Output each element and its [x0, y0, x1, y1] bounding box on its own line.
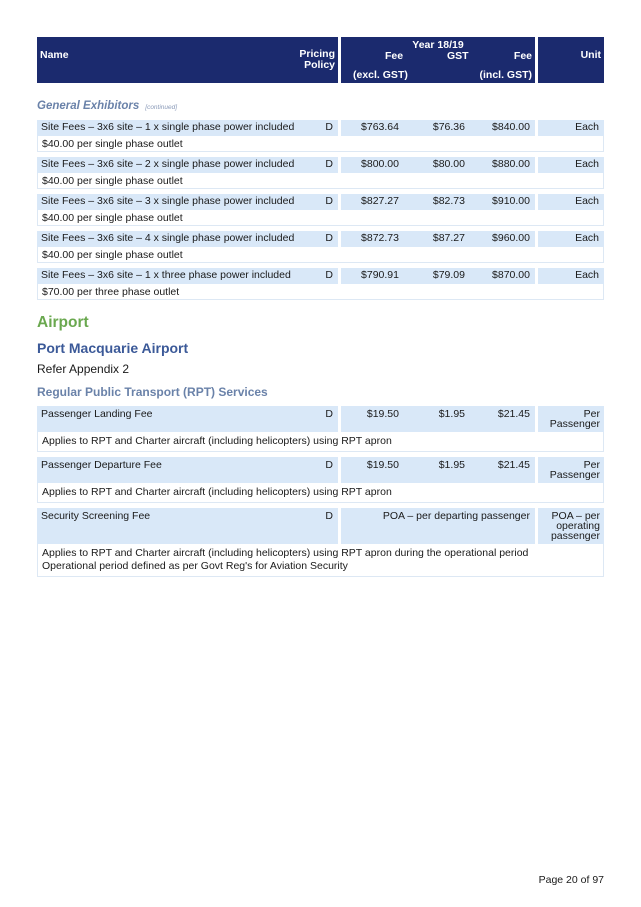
port-macquarie-airport-heading: Port Macquarie Airport	[37, 340, 189, 356]
row-note: $70.00 per three phase outlet	[37, 284, 604, 300]
row-name-cell	[37, 120, 338, 136]
row-name-cell	[37, 508, 338, 544]
row-name-cell	[37, 194, 338, 210]
row-name-cell	[37, 457, 338, 483]
row-fee-incl: $910.00	[492, 195, 530, 207]
header-pricing-policy: Pricing Policy	[299, 48, 335, 71]
row-fee-cell	[341, 231, 535, 247]
row-note	[37, 544, 604, 577]
row-name-cell	[37, 406, 338, 432]
row-fee-cell	[341, 157, 535, 173]
table-row-security-screening	[37, 508, 604, 544]
row-name: Site Fees – 3x6 site – 1 x three phase power included	[41, 269, 291, 281]
row-name: Passenger Landing Fee	[41, 408, 153, 420]
row-gst: $1.95	[438, 408, 465, 420]
row-unit-cell	[538, 157, 604, 173]
header-excl-gst: (excl. GST)	[353, 69, 408, 81]
continued-label: [continued]	[145, 104, 178, 111]
row-unit-cell	[538, 120, 604, 136]
row-note: Applies to RPT and Charter aircraft (including helicopters) using RPT apron	[37, 432, 604, 452]
row-fee: $19.50	[366, 459, 399, 471]
header-gst: GST	[447, 50, 469, 62]
row-fee: $872.73	[361, 232, 399, 244]
row-name: Site Fees – 3x6 site – 3 x single phase power included	[41, 195, 295, 207]
table-row	[37, 157, 604, 173]
row-fee-cell	[341, 457, 535, 483]
row-note: Applies to RPT and Charter aircraft (including helicopters) using RPT apron	[37, 483, 604, 503]
row-fee-incl: $870.00	[492, 269, 530, 281]
row-unit: Each	[575, 232, 599, 244]
header-name-cell	[37, 37, 338, 83]
row-fee-incl: $960.00	[492, 232, 530, 244]
table-row	[37, 194, 604, 210]
row-fee-cell	[341, 120, 535, 136]
row-unit-cell	[538, 406, 604, 432]
page-number: Page 20 of 97	[538, 874, 604, 886]
row-fee: $827.27	[361, 195, 399, 207]
row-fee: $19.50	[366, 408, 399, 420]
section-title-text: General Exhibitors	[37, 100, 140, 112]
note-line-2: Operational period defined as per Govt Reg's for Aviation Security	[42, 560, 348, 572]
row-fee-cell	[341, 508, 535, 544]
row-gst: $80.00	[432, 158, 465, 170]
row-unit: Per Passenger	[549, 459, 600, 481]
row-policy: D	[325, 232, 333, 244]
section-title-general-exhibitors	[37, 100, 604, 112]
row-fee: $790.91	[361, 269, 399, 281]
row-name: Site Fees – 3x6 site – 4 x single phase power included	[41, 232, 295, 244]
rpt-services-heading: Regular Public Transport (RPT) Services	[37, 385, 268, 399]
row-gst: $76.36	[432, 121, 465, 133]
row-policy: D	[325, 269, 333, 281]
table-row	[37, 231, 604, 247]
row-policy: D	[325, 121, 333, 133]
row-fee-incl: $21.45	[497, 459, 530, 471]
row-name-cell	[37, 231, 338, 247]
row-unit-cell	[538, 508, 604, 544]
row-unit: Per Passenger	[549, 408, 600, 430]
table-row-departure-fee	[37, 457, 604, 483]
row-name-cell	[37, 268, 338, 284]
row-name: Site Fees – 3x6 site – 2 x single phase power included	[41, 158, 295, 170]
row-gst: $82.73	[432, 195, 465, 207]
row-unit: Each	[575, 195, 599, 207]
airport-heading: Airport	[37, 314, 89, 331]
header-incl-gst: (incl. GST)	[479, 69, 532, 81]
row-fee: $800.00	[361, 158, 399, 170]
row-fee-cell	[341, 406, 535, 432]
row-gst: $87.27	[432, 232, 465, 244]
row-fee-cell	[341, 194, 535, 210]
row-unit: POA – per operating passenger	[550, 510, 600, 542]
header-fee-incl: Fee	[513, 50, 532, 62]
table-row	[37, 268, 604, 284]
table-header	[37, 37, 604, 83]
table-row	[37, 120, 604, 136]
refer-appendix: Refer Appendix 2	[37, 362, 130, 376]
fee-schedule-page	[37, 37, 604, 582]
header-fee-cell	[341, 37, 535, 83]
row-unit-cell	[538, 268, 604, 284]
row-policy: D	[325, 510, 333, 522]
header-year: Year 18/19	[412, 39, 464, 51]
row-gst: $1.95	[438, 459, 465, 471]
row-fee-incl: $21.45	[497, 408, 530, 420]
row-name-cell	[37, 157, 338, 173]
row-unit-cell	[538, 457, 604, 483]
row-unit: Each	[575, 158, 599, 170]
row-note: $40.00 per single phase outlet	[37, 136, 604, 152]
header-unit-cell	[538, 37, 604, 83]
general-exhibitors-rows	[37, 120, 604, 300]
row-unit: Each	[575, 269, 599, 281]
row-unit-cell	[538, 194, 604, 210]
row-unit: Each	[575, 121, 599, 133]
header-fee: Fee	[385, 50, 404, 62]
row-poa: POA – per departing passenger	[382, 510, 530, 522]
row-note: $40.00 per single phase outlet	[37, 210, 604, 226]
row-name: Passenger Departure Fee	[41, 459, 162, 471]
row-fee-cell	[341, 268, 535, 284]
row-name: Security Screening Fee	[41, 510, 151, 522]
row-policy: D	[325, 408, 333, 420]
row-note: $40.00 per single phase outlet	[37, 173, 604, 189]
table-row-landing-fee	[37, 406, 604, 432]
row-policy: D	[325, 158, 333, 170]
row-fee-incl: $840.00	[492, 121, 530, 133]
row-policy: D	[325, 195, 333, 207]
row-fee: $763.64	[361, 121, 399, 133]
row-gst: $79.09	[432, 269, 465, 281]
row-unit-cell	[538, 231, 604, 247]
row-policy: D	[325, 459, 333, 471]
header-name: Name	[40, 49, 69, 61]
row-name: Site Fees – 3x6 site – 1 x single phase power included	[41, 121, 295, 133]
header-unit: Unit	[580, 49, 601, 61]
row-note: $40.00 per single phase outlet	[37, 247, 604, 263]
row-fee-incl: $880.00	[492, 158, 530, 170]
note-line-1: Applies to RPT and Charter aircraft (including helicopters) using RPT apron during the operational period	[42, 547, 529, 559]
